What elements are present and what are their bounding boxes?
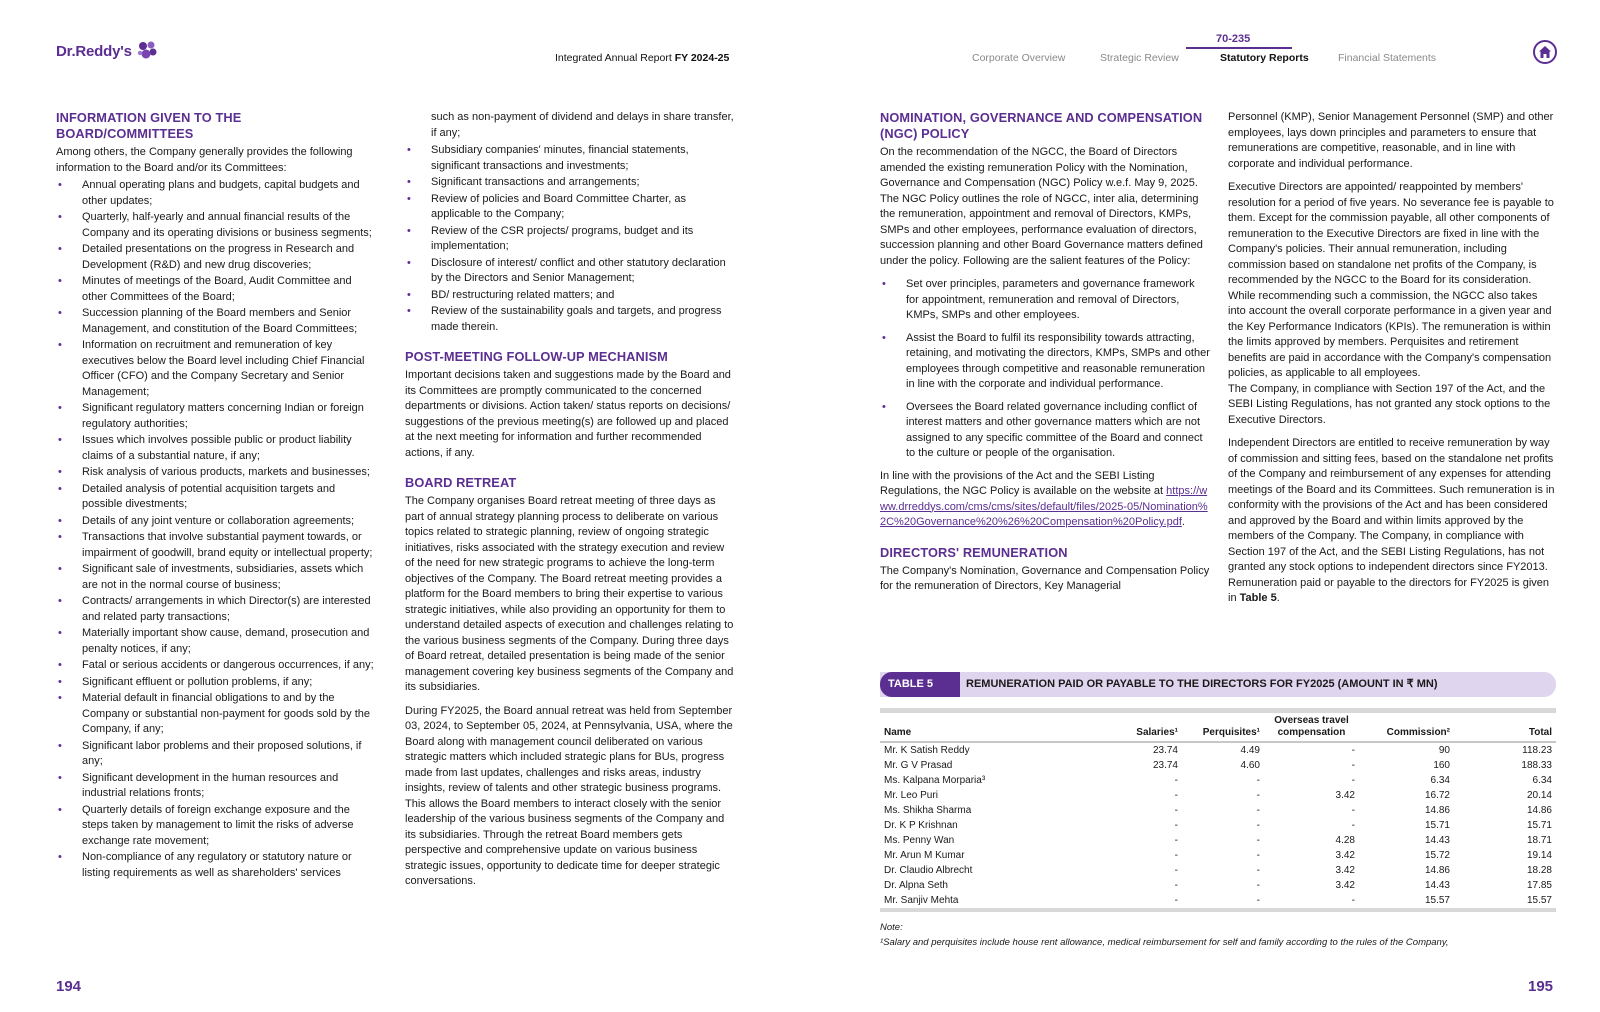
col-header-total: Total: [1454, 711, 1556, 743]
table-cell: Dr. Alpna Seth: [884, 880, 948, 891]
table-cell: -: [1174, 880, 1178, 891]
bullet-icon: •: [58, 402, 62, 414]
company-logo[interactable]: [56, 40, 158, 62]
bullet-icon: •: [58, 531, 62, 543]
list-item: • Material default in financial obligations to and by the Company or substantial non-payment for goods sold by the Company, if any;: [58, 692, 370, 735]
bullet-icon: •: [407, 176, 411, 188]
followup-text: Important decisions taken and suggestions made by the Board and its Committees are promptly communicated to the concerned departments or divisions. Action taken/ status reports on decisions/ suggestions of the previous meeting(s) are followed up and placed at the next meeting for information and further recommended actions, if any.: [405, 369, 731, 459]
info-list: [56, 178, 376, 881]
table-banner: [880, 672, 1556, 697]
section-heading-retreat: BOARD RETREAT: [405, 475, 517, 490]
table-row: [880, 758, 1556, 773]
table-row: [880, 848, 1556, 863]
active-indicator: [1186, 47, 1292, 49]
table-cell: -: [1174, 790, 1178, 801]
list-item: • Subsidiary companies' minutes, financial statements, significant transactions and investments;: [407, 144, 689, 172]
table-cell: -: [1256, 805, 1260, 816]
list-item: • Significant labor problems and their proposed solutions, if any;: [58, 739, 362, 767]
table-cell: 4.49: [1240, 745, 1260, 756]
bullet-icon: •: [407, 144, 411, 156]
bullet-icon: •: [58, 595, 62, 607]
bullet-icon: •: [58, 692, 62, 704]
list-item: • Fatal or serious accidents or dangerous occurrences, if any;: [56, 658, 376, 674]
table-cell: -: [1174, 805, 1178, 816]
table-cell: 188.33: [1521, 760, 1552, 771]
table-cell: 4.60: [1240, 760, 1260, 771]
table-row: [880, 803, 1556, 818]
table-cell: -: [1174, 820, 1178, 831]
bullet-icon: •: [58, 179, 62, 191]
ngc-para-1: On the recommendation of the NGCC, the Board of Directors amended the existing remuneration Policy with the Nomination, Governance and Compensation (NGC) Policy w.e.f. May 9, 2025. The NGC Policy outlines the role of NGCC, inter alia, determining the remuneration, appointment and removal of Directors, KMPs, SMPs and other employees, performance evaluation of directors, succession planning and other Board Governance matters defined under the policy. Following are the salient features of the Policy:: [880, 146, 1203, 267]
table-cell: 90: [1438, 745, 1450, 756]
table-row: [880, 818, 1556, 833]
bullet-icon: •: [882, 278, 886, 290]
ngc-list: [880, 277, 1210, 462]
table-cell: Ms. Kalpana Morparia³: [884, 775, 986, 786]
table-cell: 6.34: [1532, 775, 1552, 786]
list-item: • Details of any joint venture or collaboration agreements;: [56, 514, 376, 530]
table-cell: Mr. G V Prasad: [884, 760, 953, 771]
section-nav: [960, 30, 1440, 70]
col-header-salaries: Salaries¹: [1110, 711, 1182, 743]
note-label: Note:: [880, 922, 903, 933]
table-cell: 3.42: [1335, 790, 1355, 801]
bullet-icon: •: [58, 514, 62, 527]
table-cell: -: [1256, 880, 1260, 891]
table-cell: 19.14: [1526, 850, 1552, 861]
home-icon: [1538, 45, 1552, 59]
table-cell: Ms. Shikha Sharma: [884, 805, 972, 816]
table-caption: REMUNERATION PAID OR PAYABLE TO THE DIRECTORS FOR FY2025 (AMOUNT IN ₹ MN): [966, 678, 1438, 690]
list-item: • Significant regulatory matters concerning Indian or foreign regulatory authorities;: [58, 402, 364, 430]
nav-statutory-reports[interactable]: Statutory Reports: [1220, 52, 1309, 64]
section-heading-followup: POST-MEETING FOLLOW-UP MECHANISM: [405, 349, 668, 364]
table-cell: -: [1351, 745, 1355, 756]
list-item: • Set over principles, parameters and governance framework for appointment, remuneration and removal of Directors, KMPs, SMPs and other employees.: [882, 278, 1195, 321]
table-cell: -: [1256, 775, 1260, 786]
table-cell: -: [1351, 775, 1355, 786]
bullet-icon: •: [58, 466, 62, 478]
table-cell: -: [1256, 850, 1260, 861]
nav-corporate-overview[interactable]: Corporate Overview: [972, 52, 1066, 64]
bullet-icon: •: [58, 771, 62, 784]
table-cell: 15.71: [1424, 820, 1450, 831]
list-item: • Information on recruitment and remuneration of key executives below the Board level including Chief Financial Officer (CFO) and the Company Secretary and Senior Management;: [58, 339, 365, 398]
right-column-2: [1228, 110, 1558, 615]
retreat-para-2: During FY2025, the Board annual retreat was held from September 03, 2024, to September 05, 2024, at Pennsylvania, USA, where the Board along with management council deliberated on various strategic matters which included strategic plans for BUs, progress made from last updates, challenges and risks areas, industry insights, review of talents and other strategic business programs. This allows the Board members to interact closely with the senior leadership of the various business segments of the Company and its subsidiaries. Through the retreat Board members gets perspective and comprehensive update on various business strategic issues, opportunity to dedicate time for deeper strategic conversations.: [405, 704, 733, 887]
nav-strategic-review[interactable]: Strategic Review: [1100, 52, 1179, 64]
table-cell: -: [1351, 805, 1355, 816]
table-cell: -: [1264, 893, 1359, 910]
remuneration-table: [880, 708, 1556, 912]
bullet-icon: •: [407, 288, 411, 301]
table-cell: 160: [1433, 760, 1450, 771]
table-cell: Mr. Arun M Kumar: [884, 850, 965, 861]
table-cell: -: [1256, 820, 1260, 831]
left-column-1: [56, 110, 376, 882]
page-range: 70-235: [1216, 33, 1251, 45]
table-cell: -: [1351, 820, 1355, 831]
list-item: • Succession planning of the Board members and Senior Management, and constitution of the Board Committees;: [58, 307, 358, 335]
bullet-icon: •: [882, 400, 886, 413]
table-row: [880, 893, 1556, 910]
col-header-perquisites: Perquisites¹: [1182, 711, 1264, 743]
list-item: • Disclosure of interest/ conflict and other statutory declaration by the Directors and Senior Management;: [407, 256, 726, 284]
list-item: • Assist the Board to fulfil its responsibility towards attracting, retaining, and motivating the directors, KMPs, SMPs and other employees through competitive and reasonable remuneration in line with the corporate and individual performance.: [882, 331, 1210, 390]
nav-financial-statements[interactable]: Financial Statements: [1338, 52, 1437, 64]
bullet-icon: •: [58, 243, 62, 255]
bullet-icon: •: [407, 224, 411, 237]
table-cell: 14.43: [1424, 880, 1450, 891]
bullet-icon: •: [58, 434, 62, 446]
right-column-1: [880, 110, 1210, 603]
section-heading-ngc: NOMINATION, GOVERNANCE AND COMPENSATION (NGC) POLICY: [880, 110, 1203, 141]
col-header-commission: Commission²: [1359, 711, 1454, 743]
list-item: • Oversees the Board related governance including conflict of interest matters and other governance matters which are not assigned to any specific committee of the Board and connect to the culture or people of the organisation.: [882, 400, 1203, 459]
table-cell: Dr. K P Krishnan: [884, 820, 958, 831]
list-item: • Review of the sustainability goals and targets, and progress made therein.: [407, 305, 722, 333]
table-cell: Mr. Sanjiv Mehta: [880, 893, 1110, 910]
bullet-icon: •: [58, 339, 62, 351]
bullet-icon: •: [58, 627, 62, 639]
ngc-policy-link[interactable]: https://www.drreddys.com/cms/cms/sites/default/files/2025-05/Nomination%2C%20Governance%20%26%20Compensation%20Policy.pdf: [880, 485, 1208, 528]
home-button[interactable]: [1533, 40, 1557, 64]
rem-para-3: The Company, in compliance with Section 197 of the Act, and the SEBI Listing Regulations, has not granted any stock options to the Executive Directors.: [1228, 382, 1551, 426]
table-cell: 3.42: [1335, 865, 1355, 876]
info-list-continued: [405, 143, 735, 335]
list-continuation: such as non-payment of dividend and delays in share transfer, if any;: [431, 111, 734, 139]
info-intro: Among others, the Company generally provides the following information to the Board and/or its Committees:: [56, 146, 353, 174]
list-item: • Detailed presentations on the progress in Research and Development (R&D) and new drug discoveries;: [58, 243, 355, 271]
table-cell: -: [1110, 893, 1182, 910]
table-cell: 118.23: [1522, 745, 1552, 756]
table-cell: 23.74: [1152, 745, 1178, 756]
page-number-right: 195: [1528, 978, 1554, 995]
list-item: • BD/ restructuring related matters; and: [405, 288, 735, 304]
page-header: [0, 0, 1600, 80]
table-cell: 15.71: [1526, 820, 1552, 831]
directors-rem-text: The Company's Nomination, Governance and Compensation Policy for the remuneration of Directors, Key Managerial: [880, 564, 1210, 592]
table-cell: -: [1256, 790, 1260, 801]
page-number-left: 194: [56, 978, 82, 995]
table-header-row: [880, 711, 1556, 743]
table-cell: Mr. K Satish Reddy: [884, 745, 970, 756]
table-cell: 14.86: [1424, 805, 1450, 816]
table-cell: 3.42: [1335, 850, 1355, 861]
list-item: • Contracts/ arrangements in which Director(s) are interested and related party transactions;: [58, 595, 371, 623]
table-cell: 3.42: [1335, 880, 1355, 891]
bullet-icon: •: [407, 305, 411, 317]
col-header-overseas: Overseas travel compensation: [1264, 711, 1359, 743]
section-heading-info: INFORMATION GIVEN TO THE BOARD/COMMITTEES: [56, 110, 242, 141]
table-cell: 15.57: [1359, 893, 1454, 910]
col-header-name: Name: [880, 711, 1110, 743]
bullet-icon: •: [407, 256, 411, 269]
table-cell: 14.86: [1526, 805, 1552, 816]
bullet-icon: •: [58, 211, 62, 223]
table-cell: 16.72: [1424, 790, 1450, 801]
table-cell: -: [1256, 835, 1260, 846]
list-item: • Minutes of meetings of the Board, Audit Committee and other Committees of the Board;: [58, 275, 352, 303]
rem-para-2: Executive Directors are appointed/ reappointed by members' resolution for a period of five years. No severance fee is payable to them. Except for the commission payable, all other components of remuneration to the Executive Directors are fixed in line with the Company's policies. Their annual remuneration, including commission based on standalone net profits of the Company, is recommended by the NGCC to the Board for its consideration. While recommending such a commission, the NGCC also takes into account the overall corporate performance in a given year and the Key Performance Indicators (KPIs). The remuneration is within the limits approved by members. Perquisites and retirement benefits are paid in accordance with the Company's compensation policies, as applicable to all employees.: [1228, 181, 1554, 379]
table-note: [880, 920, 1449, 950]
table-cell: -: [1174, 850, 1178, 861]
list-item: • Non-compliance of any regulatory or statutory nature or listing requirements as well as shareholders' services: [58, 851, 352, 879]
bullet-icon: •: [58, 739, 62, 752]
logo-text: Dr.Reddy's: [56, 42, 132, 60]
table-cell: -: [1351, 760, 1355, 771]
table-row: [880, 742, 1556, 758]
rem-para-4: Independent Directors are entitled to receive remuneration by way of commission and sitting fees, based on the standalone net profits of the Company and reimbursement of any expenses for attending meetings of the Board and its Committees. Such remuneration is in conformity with the provisions of the Act and has been considered and approved by the Board and within limits approved by the members of the Company. The Company, in compliance with Section 197 of the Act, and the SEBI Listing Regulations, has not granted any stock options to independent directors since FY2013. Remuneration paid or payable to the directors for FY2025 is given in Table 5.: [1228, 437, 1555, 604]
table-row: [880, 788, 1556, 803]
table-cell: -: [1174, 835, 1178, 846]
table-row: [880, 773, 1556, 788]
list-item: • Review of the CSR projects/ programs, budget and its implementation;: [407, 224, 694, 252]
list-item: • Transactions that involve substantial payment towards, or impairment of goodwill, brand equity or intellectual property;: [58, 531, 373, 559]
bullet-icon: •: [58, 482, 62, 495]
section-heading-directors-rem: DIRECTORS' REMUNERATION: [880, 544, 1068, 560]
list-item: • Risk analysis of various products, markets and businesses;: [56, 465, 376, 481]
bullet-icon: •: [58, 803, 62, 816]
bullet-icon: •: [407, 192, 411, 205]
table-cell: -: [1174, 775, 1178, 786]
table-cell: Ms. Penny Wan: [884, 835, 955, 846]
table-cell: 18.28: [1526, 865, 1552, 876]
note-1: ¹Salary and perquisites include house rent allowance, medical reimbursement for self and family according to the rules of the Company,: [880, 937, 1449, 948]
list-item: • Significant effluent or pollution problems, if any;: [56, 675, 376, 691]
bullet-icon: •: [58, 307, 62, 319]
table-cell: 6.34: [1430, 775, 1450, 786]
table-cell: 15.57: [1454, 893, 1556, 910]
table-cell: Mr. Leo Puri: [884, 790, 938, 801]
bullet-icon: •: [58, 275, 62, 287]
table-tag: TABLE 5: [880, 672, 960, 697]
table-cell: 20.14: [1526, 790, 1552, 801]
table-row: [880, 863, 1556, 878]
table-cell: 15.72: [1424, 850, 1450, 861]
bullet-icon: •: [58, 659, 62, 671]
left-column-2: [405, 110, 735, 898]
table-cell: 4.28: [1335, 835, 1355, 846]
table-cell: -: [1256, 865, 1260, 876]
table-cell: 14.86: [1424, 865, 1450, 876]
table-row: [880, 878, 1556, 893]
list-item: • Review of policies and Board Committee Charter, as applicable to the Company;: [407, 192, 686, 220]
bullet-icon: •: [58, 675, 62, 688]
report-title: Integrated Annual Report FY 2024-25: [555, 52, 730, 64]
bullet-icon: •: [58, 851, 62, 863]
bullet-icon: •: [882, 331, 886, 344]
table-cell: 14.43: [1424, 835, 1450, 846]
list-item: • Significant development in the human resources and industrial relations fronts;: [58, 771, 339, 799]
table-cell: 18.71: [1526, 835, 1552, 846]
list-item: • Materially important show cause, demand, prosecution and penalty notices, if any;: [58, 627, 370, 655]
list-item: • Significant sale of investments, subsidiaries, assets which are not in the normal course of business;: [58, 563, 364, 591]
list-item: • Detailed analysis of potential acquisition targets and possible divestments;: [58, 482, 336, 510]
table-cell: 17.85: [1526, 880, 1552, 891]
table-body: [880, 742, 1556, 910]
table-cell: Dr. Claudio Albrecht: [884, 865, 973, 876]
list-item: • Quarterly, half-yearly and annual financial results of the Company and its operating divisions or business segments;: [58, 211, 372, 239]
table-cell: 23.74: [1152, 760, 1178, 771]
table-cell: -: [1182, 893, 1264, 910]
rem-para-1: Personnel (KMP), Senior Management Personnel (SMP) and other employees, lays down principles and parameters to ensure that remunerations are competitive, reasonable, and in line with corporate and individual performance.: [1228, 111, 1554, 170]
retreat-para-1: The Company organises Board retreat meeting of three days as part of annual strategy planning process to deliberate on various topics related to strategic planning, review of ongoing strategic initiatives, risks associated with the strategy execution and review of the need for new strategic programs to achieve the long-term objectives of the Company. The Board retreat meeting provides a platform for the Board members to bring their expertise to various strategic initiatives, while also providing an opportunity for them to understand detailed aspects of execution and challenges relating to the various business segments of the Company. During three days of Board retreat, detailed presentation is being made of the senior management covering key business segments of the Company and its subsidiaries.: [405, 495, 734, 693]
list-item: • Annual operating plans and budgets, capital budgets and other updates;: [58, 179, 360, 207]
logo-mark-icon: [136, 40, 158, 62]
list-item: • Significant transactions and arrangements;: [405, 175, 735, 191]
table-cell: -: [1174, 865, 1178, 876]
ngc-para-2: In line with the provisions of the Act and the SEBI Listing Regulations, the NGC Policy is available on the website at https://www.drreddys.com/cms/cms/sites/default/files/2025-05/Nomination%2C%20Governance%20%26%20Compensation%20Policy.pdf.: [880, 469, 1208, 528]
bullet-icon: •: [58, 563, 62, 575]
list-item: • Quarterly details of foreign exchange exposure and the steps taken by management to limit the risks of adverse exchange rate movement;: [58, 803, 354, 847]
list-item: • Issues which involves possible public or product liability claims of a substantial nature, if any;: [58, 434, 352, 462]
table-row: [880, 833, 1556, 848]
